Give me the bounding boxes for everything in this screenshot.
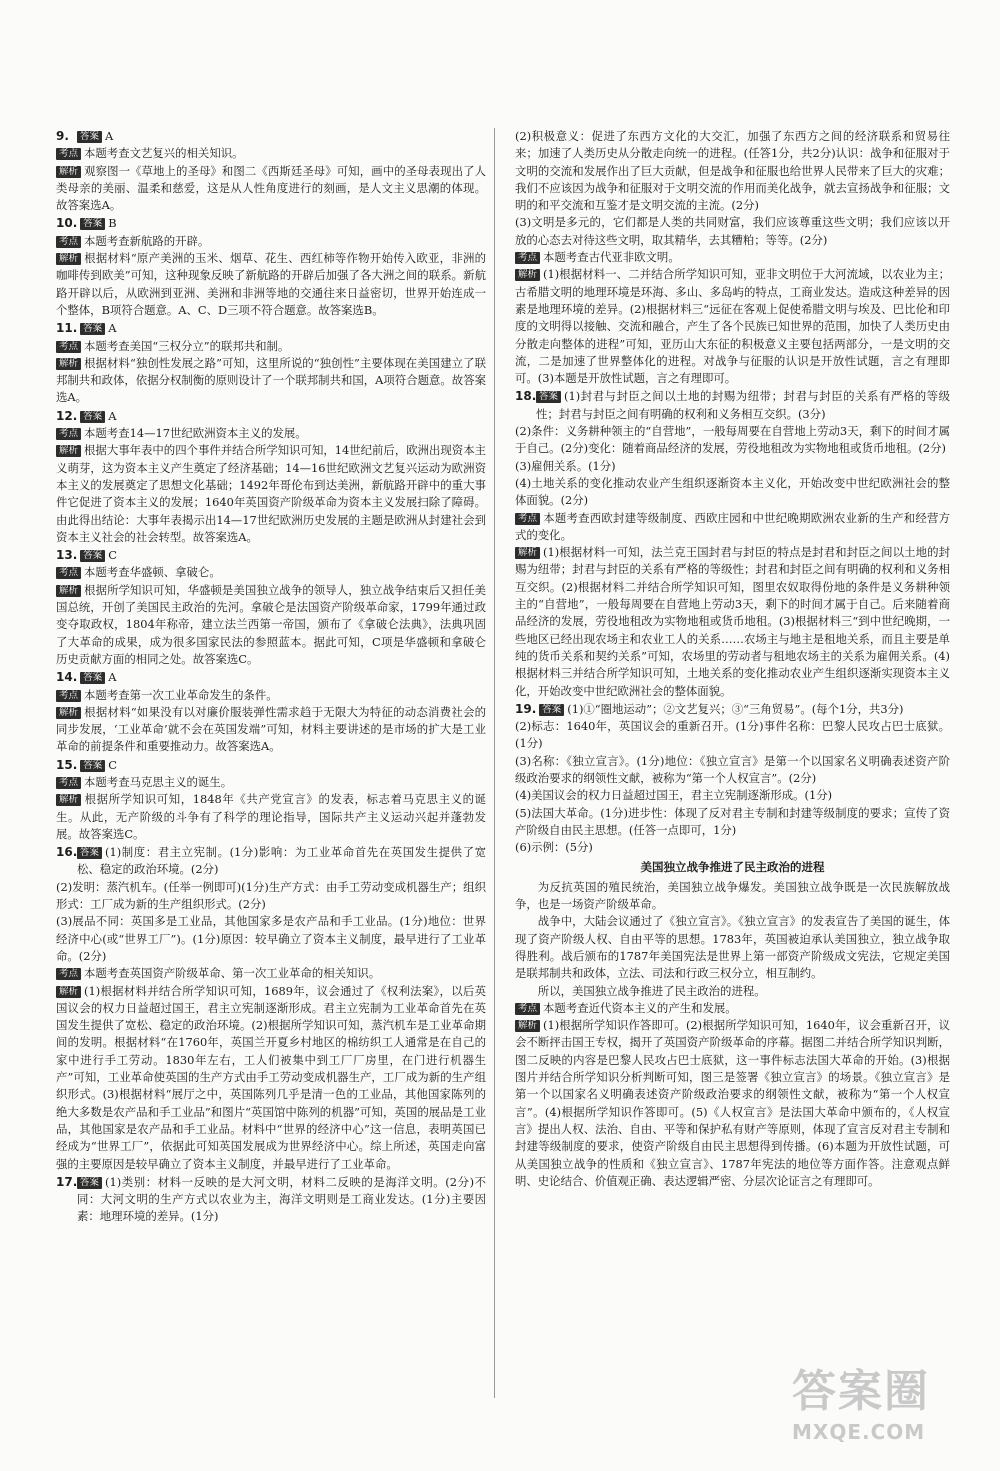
point-text: 本题考查西欧封建等级制度、西欧庄园和中世纪晚期欧洲农业新的生产和经营方式的变化。 [515,510,950,542]
question-11 [56,320,486,406]
analysis-text: 根据所学知识可知，华盛顿是美国独立战争的领导人，独立战争结束后又担任美国总统，开创了美国民主政治的先河。拿破仑是法国资产阶级革命家，1799年通过政变夺取政权，1804年称帝，建立法兰西第一帝国，颁布了《拿破仑法典》，法典巩固了大革命的成果，成为很多国家民法的参照蓝本。据此可知，C项是华盛顿和拿破仑历史贡献方面的相同之处。故答案选C。 [56,582,486,666]
question-19 [515,701,950,1190]
question-number: 15. [56,757,78,772]
essay-paragraph: 为反抗英国的殖民统治，美国独立战争爆发。美国独立战争既是一次民族解放战争，也是一场资产阶级革命。 [515,879,950,912]
answer-tag: 答案 [77,1177,102,1189]
question-number: 13. [56,548,78,563]
analysis-tag: 解析 [515,1020,540,1032]
question-14 [56,669,486,755]
answer-text: A [105,129,114,143]
analysis-text: 根据大事年表中的四个事件并结合所学知识可知，14世纪前后，欧洲出现资本主义萌芽，这为资本主义产生奠定了经济基础；14—16世纪欧洲文艺复兴运动为欧洲资本主义的发展奠定了思想文化基础；1492年哥伦布到达美洲，新航路开辟中的重大事件它促进了资本主义的发展；1640年英国资产阶级革命为资本主义发展扫除了障碍。由此得出结论：大事年表揭示出14—17世纪欧洲历史发展的主题是欧洲从封建社会到资本主义社会的社会转型。故答案选A。 [56,443,486,544]
question-number: 16. [56,845,78,860]
question-10 [56,215,486,319]
answer-text: B [108,216,117,231]
watermark [792,1364,982,1459]
answer-text: A [108,408,117,423]
point-tag: 考点 [515,252,540,264]
analysis-tag: 解析 [56,585,81,597]
point-tag: 考点 [56,428,81,440]
question-13 [56,547,486,668]
point-tag: 考点 [56,236,81,248]
question-number: 9. [56,129,69,143]
point-tag: 考点 [56,341,81,353]
analysis-text: (1)根据材料一、二并结合所学知识可知，亚非文明位于大河流域，以农业为主；古希腊文明的地理环境是环海、多山、多岛屿的特点，工商业发达。造成这种差异的因素是地理环境的差异。(2)根据材料三“远征在客观上促使希腊文明与埃及、巴比伦和印度的文明得以接触、交流和融合，产生了各个民族已知世界的范围，加快了人类历史由分散走向整体的进程”可知，亚历山大东征的积极意义主要包括两部分，一是文明的交流，二是加速了世界整体化的进程。对战争与征服的认识是开放性试题，言之有理即可。(3)本题是开放性试题，言之有理即可。 [515,267,950,386]
point-tag: 考点 [515,513,540,525]
answer-text: C [108,757,117,772]
essay-title: 美国独立战争推进了民主政治的进程 [640,860,825,875]
answer-line: (1)封君与封臣之间以土地的封赐为纽带；封君与封臣的关系有严格的等级性；封君与封臣之间有明确的权利和义务相互交织。(3分) [536,389,950,421]
answer-line: (3)展品不同：英国多是工业品，其他国家多是农产品和手工业品。(1分)地位：世界经济中心(或“世界工厂”)。(1分)原因：较早确立了资本主义制度，最早进行了工业革命。(2分) [56,914,486,963]
analysis-tag: 解析 [56,707,81,719]
question-number: 17. [56,1174,78,1189]
answer-text: A [108,321,117,336]
answer-tag: 答案 [80,411,105,423]
question-number: 11. [56,321,78,336]
answer-line: (1)制度：君主立宪制。(1分)影响：为工业革命首先在英国发生提供了宽松、稳定的政治环境。(2分) [77,845,486,877]
left-column [56,128,495,1398]
answer-tag: 答案 [536,391,561,403]
answer-line: (2)发明：蒸汽机车。(任举一例即可)(1分)生产方式：由手工劳动变成机器生产；组织形式：工厂成为新的生产组织形式。(2分) [56,879,486,912]
essay-paragraph: 战争中，大陆会议通过了《独立宣言》。《独立宣言》的发表宣告了美国的诞生，体现了资产阶级人权、自由平等的思想。1783年，英国被迫承认美国独立，独立战争取得胜利。战后颁布的1787年美国宪法是世界上第一部资产阶级成文宪法，它规定美国是联邦制共和政体，立法、司法和行政三权分立，相互制约。 [515,914,950,981]
answer-tag: 答案 [80,760,105,772]
answer-line: (6)示例：(5分) [515,840,593,855]
point-tag: 考点 [56,968,81,980]
question-17 [56,1174,486,1226]
point-tag: 考点 [515,1003,540,1015]
right-column [511,128,950,1398]
question-18 [515,388,950,699]
answer-tag: 答案 [80,550,105,562]
analysis-tag: 解析 [515,547,540,559]
question-15 [56,757,486,843]
question-number: 19. [515,701,537,716]
essay-conclusion: 所以，美国独立战争推进了民主政治的进程。 [537,983,766,998]
point-text: 本题考查华盛顿、拿破仑。 [84,565,221,580]
point-tag: 考点 [56,148,81,160]
point-text: 本题考查新航路的开辟。 [84,233,210,248]
analysis-tag: 解析 [515,269,540,281]
answer-text: C [108,548,117,563]
question-16 [56,844,486,1173]
answer-line: (2)积极意义：促进了东西方文化的大交汇，加强了东西方之间的经济联系和贸易往来；加速了人类历史从分散走向统一的进程。(任答1分，共2分)认识：战争和征服对于文明的交流和发展作出了巨大贡献，但是战争和征服也给世界人民带来了巨大的灾难；我们不应该因为战争和征服对于文明交流的作用而美化战争，就去宣扬战争和征服；文明的和平交流和互鉴才是文明交流的主流。(2分) [515,129,950,213]
answer-text: A [108,670,117,685]
analysis-text: (1)根据材料并结合所学知识可知，1689年，议会通过了《权利法案》，以后英国议会的权力日益超过国王，君主立宪制逐渐形成。君主立宪制为工业革命首先在英国发生提供了宽松、稳定的政治环境。(2)根据所学知识可知，蒸汽机车是工业革命期间的发明。根据材料“在1760年，英国兰开夏乡村地区的棉纺织工人通常是在自己的家中进行手工劳动。1830年左右，工人们被集中到工厂厂房里，在门进行机器生产”可知，工业革命使英国的生产方式由手工劳动变成机器生产，工厂成为新的生产组织形式。(3)根据材料“展厅之中，英国陈列几乎是清一色的工业品，其他国家陈列的绝大多数是农产品和手工业品”和图片“英国馆中陈列的机器”可知，英国的展品是工业品，其他国家是农产品和手工业品。材料中“世界的经济中心”这一信息，表明英国已经成为“世界工厂”，依据此可知英国发展成为世界经济中心。综上所述，英国走向富强的主要原因是较早确立了资本主义制度，并最早进行了工业革命。 [56,983,486,1171]
analysis-text: 观察图一《草地上的圣母》和图二《西斯廷圣母》可知，画中的圣母表现出了人类母亲的美丽、温柔和慈爱，这是从人性角度进行的刻画，是人文主义思潮的体现。故答案选A。 [56,163,486,213]
answer-line: (1)①“圈地运动”；②文艺复兴；③“三角贸易”。(每个1分，共3分) [567,701,904,716]
point-text: 本题考查马克思主义的诞生。 [84,774,233,789]
question-number: 12. [56,408,78,423]
answer-line: (2)条件：义务耕种领主的“自营地”，一般每周要在自营地上劳动3天，剩下的时间才属于自己。(2分)变化：随着商品经济的发展，劳役地租改为实物地租或货币地租。(2分) [515,424,950,456]
answer-line: (3)雇佣关系。(1分) [515,458,616,473]
watermark-logo: 答案圈 [792,1366,930,1417]
point-text: 本题考查近代资本主义的产生和发展。 [543,1000,737,1015]
answer-page [56,128,950,1398]
analysis-tag: 解析 [56,794,81,806]
analysis-tag: 解析 [56,986,81,998]
question-number: 10. [56,216,78,231]
question-12 [56,408,486,546]
answer-tag: 答案 [77,131,102,143]
analysis-tag: 解析 [56,253,81,265]
analysis-text: (1)根据材料一可知，法兰克王国封君与封臣的特点是封君和封臣之间以土地的封赐为纽带；封君与封臣的关系有严格的等级性；封君和封臣之间有明确的权利和义务相互交织。(2)根据材料二并结合所学知识可知，图里农奴取得份地的条件是义务耕种领主的“自营地”，一般每周要在自营地上劳动3天，剩下的时间才属于自己。后来随着商品经济的发展，劳役地租改为实物地租或货币地租。(3)根据材料三“到中世纪晚期，一些地区已经出现农场主和农业工人的关系……农场主与地主是租地关系，而且主要是单纯的货币关系和契约关系”可知，农场里的劳动者与租地农场主的关系为雇佣关系。(4)根据材料三并结合所学知识可知，土地关系的变化推动农业产生组织逐渐实现资本主义化，开始改变中世纪欧洲社会的整体面貌。 [515,545,950,698]
answer-line: (2)标志：1640年，英国议会的重新召开。(1分)事件名称：巴黎人民攻占巴士底狱。(1分) [515,719,950,751]
analysis-tag: 解析 [56,445,81,457]
point-text: 本题考查14—17世纪欧洲资本主义的发展。 [84,426,307,441]
answer-line: (5)法国大革命。(1分)进步性：体现了反对君主专制和封建等级制度的要求；宣传了资产阶级自由民主思想。(任答一点即可，1分) [515,805,950,837]
analysis-text: 根据所学知识可知，1848年《共产党宣言》的发表，标志着马克思主义的诞生。从此，无产阶级的斗争有了科学的理论指导，国际共产主义运动兴起并蓬勃发展。故答案选C。 [56,792,486,841]
watermark-url: MXQE.COM [792,1420,926,1444]
analysis-text: 根据材料“独创性发展之路”可知，这里所说的“独创性”主要体现在美国建立了联邦制共和政体，依据分权制衡的原则设计了一个联邦制共和国，A项符合题意。故答案选A。 [56,355,486,405]
answer-tag: 答案 [77,847,102,859]
answer-tag: 答案 [80,218,105,230]
analysis-text: 根据材料“原产美洲的玉米、烟草、花生、西红柿等作物开始传入欧亚，非洲的咖啡传到欧美”可知，这种现象反映了新航路的开辟后加强了各大洲之间的联系。新航路开辟以后，从欧洲到亚洲、美洲和非洲等地的交通往来日益密切，世界开始连成一个整体，B项符合题意。A、C、D三项不符合题意。故答案选B。 [56,251,486,317]
answer-line: (4)美国议会的权力日益超过国王，君主立宪制逐渐形成。(1分) [515,788,833,803]
answer-line: (3)名称：《独立宣言》。(1分)地位：《独立宣言》是第一个以国家名义明确表述资产阶级政治要求的纲领性文献，被称为“第一个人权宣言”。(2分) [515,753,950,785]
point-tag: 考点 [56,777,81,789]
point-tag: 考点 [56,690,81,702]
point-text: 本题考查美国“三权分立”的联邦共和制。 [84,338,290,353]
answer-line: (1)类别：材料一反映的是大河文明，材料二反映的是海洋文明。(2分)不同：大河文明的生产方式以农业为主，海洋文明则是工商业发达。(1分)主要因素：地理环境的差异。(1分) [77,1174,486,1224]
point-text: 本题考查古代亚非欧文明。 [543,250,680,265]
point-text: 本题考查文艺复兴的相关知识。 [84,146,244,161]
answer-tag: 答案 [80,672,105,684]
analysis-text: 根据材料“如果没有以对廉价服装弹性需求趋于无限大为特征的动态消费社会的同步发展，‘工业革命’就不会在英国发端”可知，材料主要讲述的是市场的扩大是工业革命的前提条件和重要推动力。故答案选A。 [56,704,486,754]
analysis-tag: 解析 [56,166,81,178]
question-17-continued [515,128,950,387]
analysis-tag: 解析 [56,358,81,370]
point-tag: 考点 [56,567,81,579]
point-text: 本题考查第一次工业革命发生的条件。 [84,687,278,702]
question-9 [56,128,486,214]
analysis-text: (1)根据所学知识作答即可。(2)根据所学知识可知，1640年，议会重新召开，议会不断抨击国王专权，揭开了英国资产阶级革命的序幕。据图二并结合所学知识判断，图二反映的内容是巴黎人民攻占巴士底狱，这一事件标志法国大革命的开始。(3)根据图片并结合所学知识分析判断可知，图三是签署《独立宣言》的场景。《独立宣言》是第一个以国家名义明确表述资产阶级政治要求的纲领性文献，被称为“第一个人权宣言”。(4)根据所学知识作答即可。(5)《人权宣言》是法国大革命中颁布的，《人权宣言》提出人权、法治、自由、平等和保护私有财产等原则，体现了宣言反对君主专制和封建等级制度的要求，使资产阶级自由民主思想得到传播。(6)本题为开放性试题，可从美国独立战争的性质和《独立宣言》、1787年宪法的地位等方面作答。注意观点鲜明、史论结合、价值观正确、表达逻辑严密、分层次论证言之有理即可。 [515,1018,950,1188]
point-text: 本题考查英国资产阶级革命、第一次工业革命的相关知识。 [84,966,381,981]
answer-line: (4)土地关系的变化推动农业产生组织逐渐资本主义化，开始改变中世纪欧洲社会的整体面貌。(2分) [515,475,950,508]
answer-tag: 答案 [539,704,564,716]
question-number: 14. [56,670,78,685]
question-number: 18. [515,389,537,404]
answer-tag: 答案 [80,323,105,335]
answer-line: (3)文明是多元的，它们都是人类的共同财富，我们应该尊重这些文明；我们应该以开放的心态去对待这些文明，取其精华，去其糟粕；等等。(2分) [515,215,950,247]
